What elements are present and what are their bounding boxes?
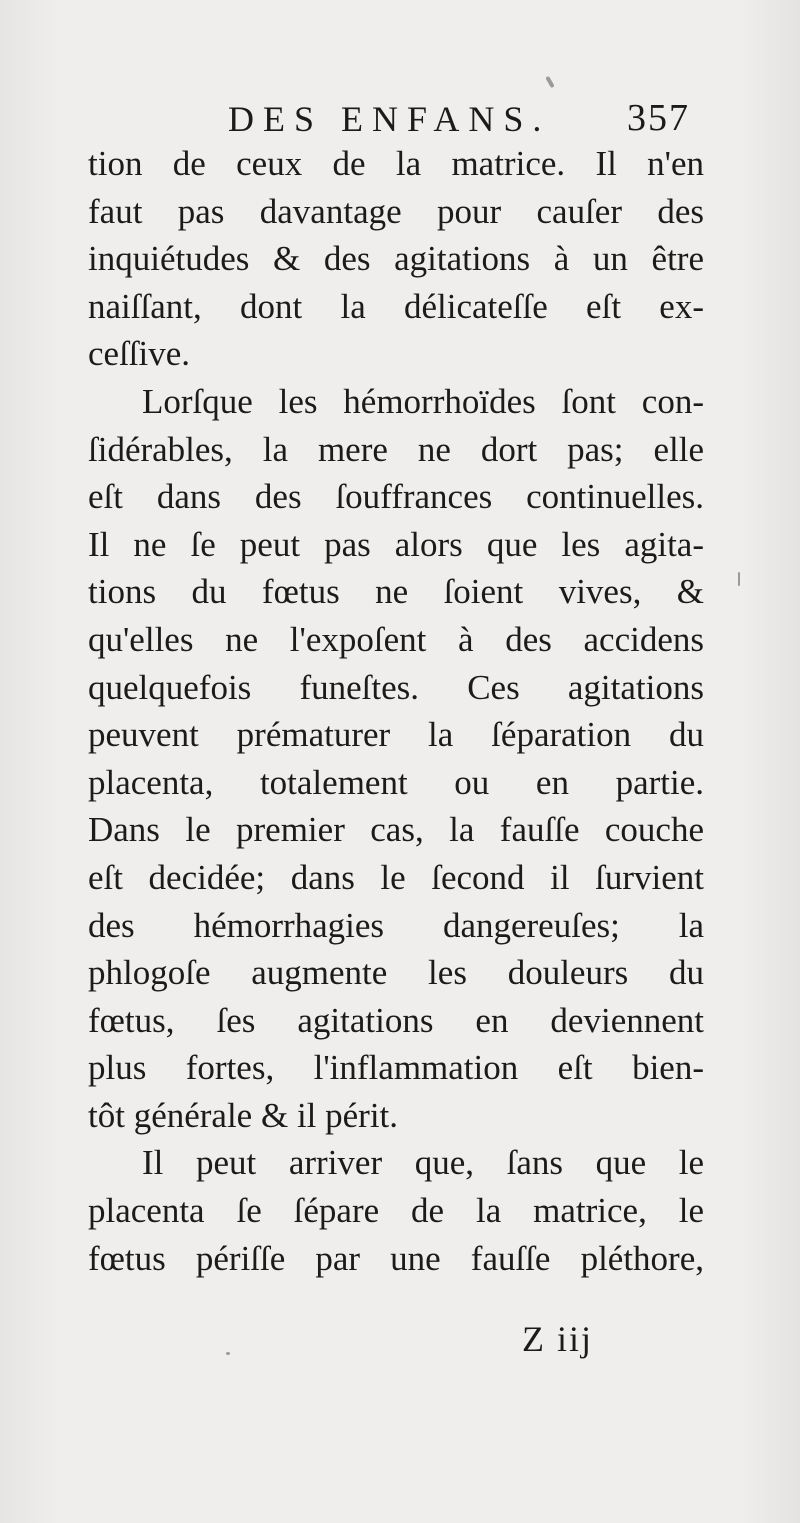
text-line: tion de ceux de la matrice. Il n'en <box>88 144 704 183</box>
text-line: tions du fœtus ne ſoient vives, & <box>88 572 704 612</box>
text-line: plus fortes, l'inflammation eſt bien- <box>88 1048 704 1088</box>
body-text <box>88 140 704 1282</box>
paper-speck <box>226 1352 230 1355</box>
text-line: quelquefois funeſtes. Ces agitations <box>88 667 704 707</box>
text-line: placenta, totalement ou en partie. <box>88 762 704 802</box>
text-line: peuvent prématurer la ſéparation du <box>88 715 704 755</box>
text-line: Il ne ſe peut pas alors que les agita- <box>88 524 704 564</box>
text-line: eſt decidée; dans le ſecond il ſurvient <box>88 857 704 897</box>
text-line: placenta ſe ſépare de la matrice, le <box>88 1191 704 1231</box>
text-line: Lorſque les hémorrhoïdes ſont con- <box>142 381 704 421</box>
text-line: fœtus, ſes agitations en deviennent <box>88 1000 704 1040</box>
paper-speck <box>738 572 740 586</box>
text-line: tôt générale & il périt. <box>88 1095 399 1135</box>
text-line: Dans le premier cas, la fauſſe couche <box>88 810 704 850</box>
signature-mark: Z iij <box>522 1319 593 1359</box>
text-line: Il peut arriver que, ſans que le <box>142 1143 704 1183</box>
text-line: fœtus périſſe par une fauſſe pléthore, <box>88 1238 704 1278</box>
page-header <box>0 92 800 142</box>
text-line: faut pas davantage pour cauſer des <box>88 191 704 231</box>
running-title: DES ENFANS. <box>228 99 551 139</box>
paper-speck <box>545 76 554 88</box>
page-number: 357 <box>627 97 690 139</box>
text-line: ceſſive. <box>88 334 191 374</box>
text-line: phlogoſe augmente les douleurs du <box>88 953 704 993</box>
text-line: ſidérables, la mere ne dort pas; elle <box>88 429 704 469</box>
text-line: des hémorrhagies dangereuſes; la <box>88 905 704 945</box>
text-line: eſt dans des ſouffrances continuelles. <box>88 477 704 517</box>
text-line: naiſſant, dont la délicateſſe eſt ex- <box>88 286 704 326</box>
text-line: inquiétudes & des agitations à un être <box>88 239 704 279</box>
text-line: qu'elles ne l'expoſent à des accidens <box>88 619 704 659</box>
